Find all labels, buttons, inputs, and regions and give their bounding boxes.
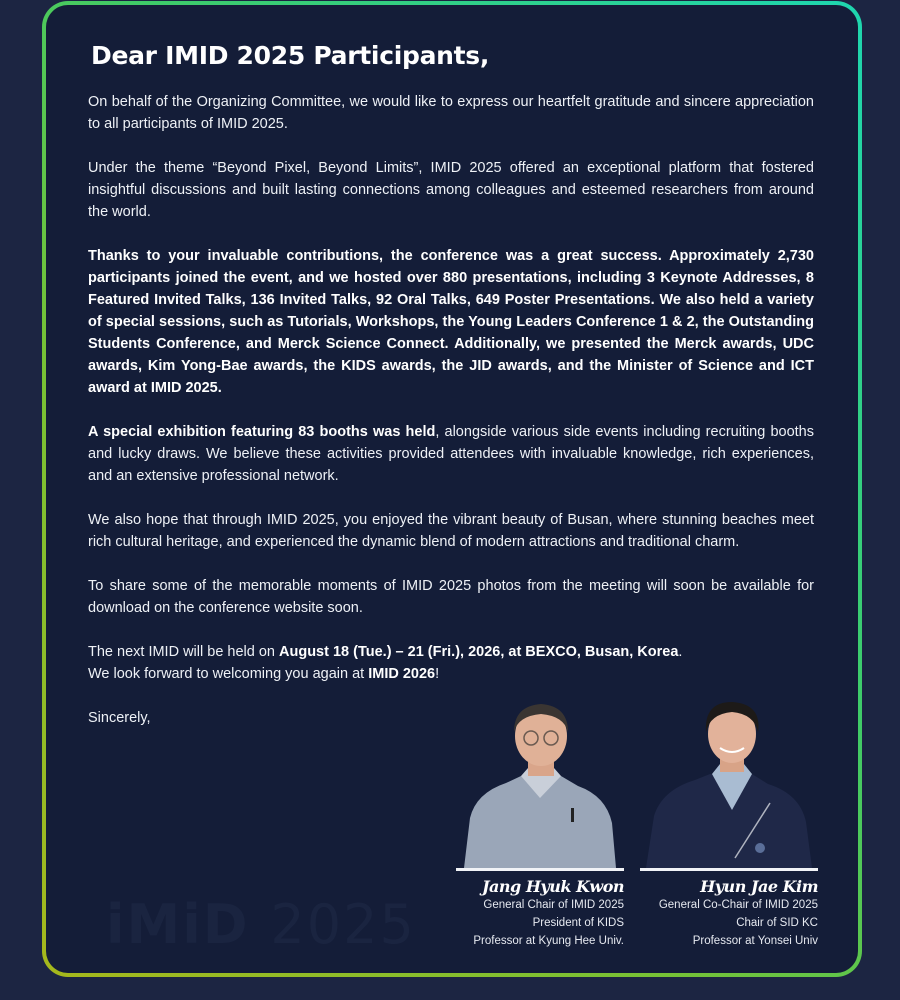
paragraph-statistics <box>88 245 814 399</box>
closing-salutation: Sincerely, <box>88 710 151 726</box>
imid-2025-watermark-logo <box>106 893 416 956</box>
next-imid-intro: The next IMID will be held on <box>88 644 280 660</box>
letter-title: Dear IMID 2025 Participants, <box>91 41 490 70</box>
letter-panel <box>46 5 858 973</box>
paragraph-photos: To share some of the memorable moments of IMID 2025 photos from the meeting will soon be available for download on the conference website soon. <box>88 578 814 616</box>
signer-name: Jang Hyuk Kwon <box>481 877 624 896</box>
letter-frame <box>42 1 862 977</box>
portrait-jang-hyuk-kwon <box>456 698 624 871</box>
signer-role: Chair of SID KC <box>736 917 818 929</box>
statistics-text: Thanks to your invaluable contributions, the conference was a great success. Approximately 2,730 participants joined the event, and we hosted over 880 presentations, including 3 Keynote Addresses, 8 Featured Invited Talks, 136 Invited Talks, 92 Oral Talks, 649 Poster Presentations. We also held a variety of special sessions, such as Tutorials, Workshops, the Young Leaders Conference 1 & 2, the Outstanding Students Conference, and Merck Science Connect. Additionally, we presented the Merck awards, UDC awards, Kim Yong-Bae awards, the KIDS awards, the JID awards, and the Minister of Science and ICT award at IMID 2025. <box>88 248 814 396</box>
signer-role: General Chair of IMID 2025 <box>483 899 624 911</box>
portrait-hyun-jae-kim <box>640 698 818 871</box>
portrait-photo-icon <box>456 698 624 868</box>
exhibition-text: , alongside various side events including recruiting booths and lucky draws. We believe these activities provided attendees with invaluable knowledge, rich experiences, and an extensive professional network. <box>88 424 814 484</box>
signer-role: General Co-Chair of IMID 2025 <box>658 899 818 911</box>
letter-body <box>88 91 814 751</box>
paragraph-exhibition <box>88 421 814 487</box>
signatories <box>466 698 824 958</box>
portrait-photo-icon <box>640 698 818 868</box>
paragraph-gratitude: On behalf of the Organizing Committee, we would like to express our heartfelt gratitude and sincere appreciation to all participants of IMID 2025. <box>88 94 814 132</box>
signer-role: Professor at Yonsei Univ <box>692 935 818 947</box>
signer-role: Professor at Kyung Hee Univ. <box>473 935 624 947</box>
watermark-logo-text: iMiD <box>106 893 250 956</box>
signer-hyun-jae-kim <box>640 698 818 950</box>
signer-role: President of KIDS <box>532 917 624 929</box>
signer-name: Hyun Jae Kim <box>700 877 818 896</box>
signer-jang-hyuk-kwon <box>456 698 624 950</box>
next-imid-period: . <box>678 644 683 660</box>
paragraph-theme: Under the theme “Beyond Pixel, Beyond Limits”, IMID 2025 offered an exceptional platform that fostered insightful discussions and built lasting connections among colleagues and esteemed researchers from around the world. <box>88 160 814 220</box>
next-imid-date-venue: August 18 (Tue.) – 21 (Fri.), 2026, at BEXCO, Busan, Korea <box>279 644 679 660</box>
watermark-year: 2025 <box>270 893 416 956</box>
exhibition-highlight: A special exhibition featuring 83 booths was held <box>88 424 436 440</box>
welcome-exclamation: ! <box>435 666 440 682</box>
paragraph-next-imid <box>88 641 814 685</box>
paragraph-busan: We also hope that through IMID 2025, you enjoyed the vibrant beauty of Busan, where stunning beaches meet rich cultural heritage, and experienced the dynamic blend of modern attractions and traditional charm. <box>88 512 814 550</box>
imid-2026-highlight: IMID 2026 <box>368 666 436 682</box>
welcome-text: We look forward to welcoming you again at <box>88 666 369 682</box>
